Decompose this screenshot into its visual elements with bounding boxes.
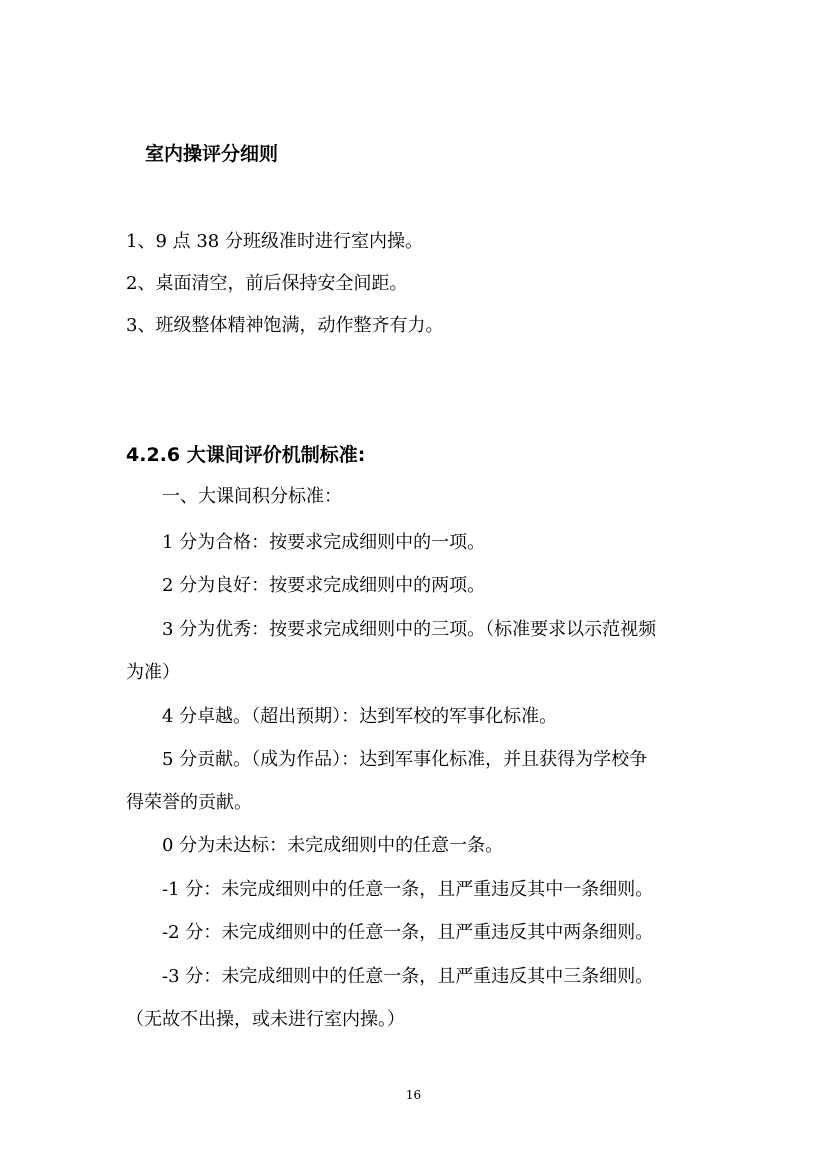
score-2-paragraph: 2 分为良好：按要求完成细则中的两项。 [162,575,486,596]
score-5-paragraph-line-1: 5 分贡献。（成为作品）：达到军事化标准，并且获得为学校争 [162,749,648,770]
score-4-paragraph: 4 分卓越。（超出预期）：达到军校的军事化标准。 [162,706,558,727]
page-number: 16 [405,1088,422,1102]
score-3-paragraph-line-2: 为准） [126,662,180,683]
rule-item-1: 1、9 点 38 分班级准时进行室内操。 [126,231,423,252]
subsection-heading: 4.2.6 大课间评价机制标准: [126,444,366,466]
score-minus-3-paragraph-line-2: （无故不出操，或未进行室内操。） [126,1009,405,1030]
section-title: 室内操评分细则 [145,143,279,165]
score-5-paragraph-line-2: 得荣誉的贡献。 [126,792,252,813]
score-3-paragraph-line-1: 3 分为优秀：按要求完成细则中的三项。（标准要求以示范视频 [162,619,657,640]
score-minus-2-paragraph: -2 分：未完成细则中的任意一条，且严重违反其中两条细则。 [162,922,654,943]
score-minus-1-paragraph: -1 分：未完成细则中的任意一条，且严重违反其中一条细则。 [162,879,654,900]
score-minus-3-paragraph-line-1: -3 分：未完成细则中的任意一条，且严重违反其中三条细则。 [162,966,654,987]
score-1-paragraph: 1 分为合格：按要求完成细则中的一项。 [162,532,486,553]
standard-intro: 一、大课间积分标准： [162,486,342,507]
rule-item-2: 2、桌面清空，前后保持安全间距。 [126,273,408,294]
score-0-paragraph: 0 分为未达标：未完成细则中的任意一条。 [162,835,504,856]
rule-item-3: 3、班级整体精神饱满，动作整齐有力。 [126,315,444,336]
